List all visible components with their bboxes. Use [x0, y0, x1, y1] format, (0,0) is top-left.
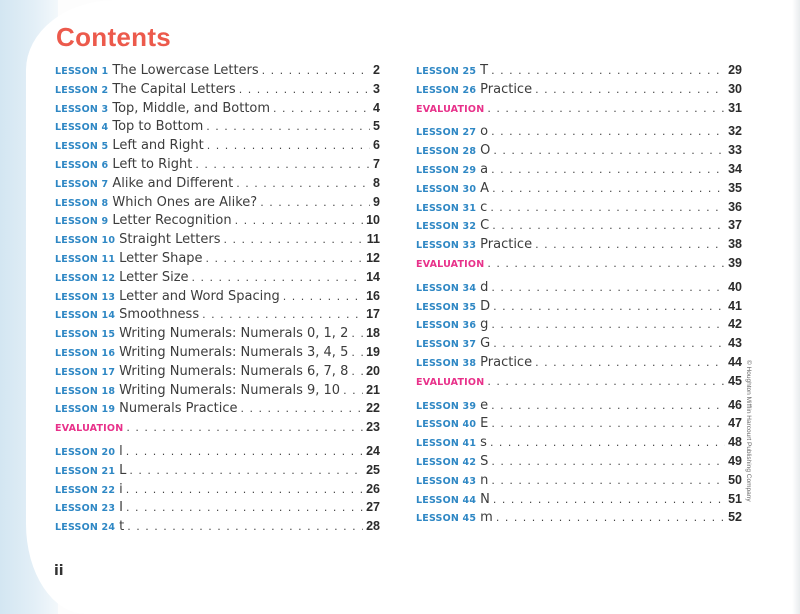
page-number: 18 [366, 326, 380, 341]
dot-leader [493, 300, 725, 314]
dot-leader [535, 83, 725, 97]
lesson-label: LESSON 1 [55, 66, 109, 77]
lesson-entry [416, 218, 742, 237]
lesson-entry [416, 398, 742, 417]
lesson-entry [55, 444, 380, 463]
page-number: 12 [366, 251, 380, 265]
page-number: 44 [728, 355, 742, 369]
lesson-label: LESSON 31 [416, 202, 477, 214]
lesson-entry [416, 416, 742, 435]
lesson-entry [55, 232, 380, 251]
dot-leader [487, 375, 725, 389]
lesson-label: LESSON 18 [55, 385, 116, 397]
dot-leader [491, 318, 725, 332]
lesson-topic: m [480, 510, 493, 526]
lesson-topic: Practice [480, 237, 533, 253]
page-number: 8 [373, 175, 380, 190]
dot-leader [207, 139, 370, 153]
lesson-entry [416, 317, 742, 336]
page-number: 46 [728, 397, 742, 412]
dot-leader [487, 102, 725, 116]
dot-leader [491, 281, 725, 295]
lesson-entry [416, 510, 742, 529]
dot-leader [343, 384, 363, 398]
lesson-topic: a [480, 162, 489, 177]
lesson-label: LESSON 14 [55, 310, 116, 322]
lesson-label: LESSON 16 [55, 348, 116, 359]
lesson-label: LESSON 38 [416, 358, 477, 369]
dot-leader [496, 511, 725, 525]
evaluation-entry [416, 256, 742, 275]
lesson-label: LESSON 41 [416, 438, 477, 450]
lesson-entry [416, 435, 742, 454]
lesson-topic: Numerals Practice [119, 401, 238, 417]
lesson-topic: g [480, 317, 489, 333]
lesson-label: LESSON 5 [55, 141, 109, 153]
lesson-label: LESSON 37 [416, 339, 477, 351]
lesson-topic: Alike and Different [112, 175, 234, 191]
page-number: 47 [728, 416, 742, 431]
lesson-topic: Letter Size [119, 269, 189, 285]
lesson-topic: Straight Letters [119, 232, 221, 248]
dot-leader [491, 474, 725, 488]
page-number: 50 [728, 472, 742, 487]
lesson-label: LESSON 3 [55, 103, 109, 115]
lesson-label: LESSON 13 [55, 291, 116, 303]
dot-leader [273, 102, 370, 116]
dot-leader [236, 177, 370, 191]
dot-leader [239, 83, 370, 97]
lesson-label: LESSON 39 [416, 400, 477, 412]
page-number: 22 [366, 401, 380, 416]
lesson-label: LESSON 26 [416, 84, 477, 96]
page-number: 32 [728, 124, 742, 139]
lesson-label: LESSON 21 [55, 465, 116, 477]
lesson-entry [416, 181, 742, 200]
lesson-topic: Top to Bottom [112, 119, 204, 135]
page-number: 40 [728, 279, 742, 294]
lesson-entry [416, 82, 742, 101]
page-number: 23 [366, 420, 380, 435]
lesson-topic: e [480, 397, 489, 413]
lesson-topic: d [480, 279, 489, 295]
dot-leader [283, 290, 363, 304]
lesson-entry [55, 463, 380, 482]
dot-leader [493, 337, 725, 351]
page-folio: ii [54, 563, 64, 579]
lesson-entry [55, 138, 380, 157]
lesson-entry [55, 401, 380, 420]
dot-leader [262, 64, 370, 78]
lesson-label: LESSON 42 [416, 457, 477, 468]
page-number: 41 [728, 298, 742, 313]
lesson-topic: N [480, 491, 490, 507]
lesson-topic: G [480, 336, 491, 352]
dot-leader [192, 271, 364, 285]
evaluation-entry [416, 101, 742, 120]
lesson-entry [55, 119, 380, 138]
page-number: 4 [373, 100, 380, 115]
lesson-label: LESSON 11 [55, 254, 116, 265]
lesson-entry [416, 454, 742, 473]
page-number: 48 [728, 435, 742, 450]
evaluation-label: EVALUATION [55, 423, 124, 435]
page-number: 49 [728, 454, 742, 468]
page-number: 30 [728, 81, 742, 96]
lesson-label: LESSON 22 [55, 484, 116, 496]
lesson-entry [55, 195, 380, 214]
dot-leader [223, 233, 363, 247]
page-number: 21 [366, 382, 380, 397]
lesson-label: LESSON 9 [55, 216, 109, 228]
lesson-entry [55, 251, 380, 270]
lesson-topic: Letter Shape [119, 251, 203, 266]
page-number: 35 [728, 180, 742, 195]
lesson-label: LESSON 2 [55, 84, 109, 96]
dot-leader [126, 501, 363, 515]
lesson-entry [416, 124, 742, 143]
lesson-label: LESSON 45 [416, 513, 477, 525]
page-number: 3 [373, 81, 380, 96]
page-number: 2 [373, 63, 380, 77]
page-number: 28 [366, 519, 380, 534]
lesson-entry [416, 280, 742, 299]
lesson-entry [416, 162, 742, 181]
lesson-entry [416, 143, 742, 162]
page-number: 34 [728, 162, 742, 176]
evaluation-label: EVALUATION [416, 259, 485, 270]
page-number: 14 [366, 269, 380, 284]
lesson-topic: T [480, 63, 489, 78]
dot-leader [491, 455, 725, 469]
lesson-label: LESSON 35 [416, 301, 477, 313]
lesson-topic: Writing Numerals: Numerals 0, 1, 2 [119, 326, 349, 342]
lesson-entry [416, 200, 742, 219]
lesson-entry [416, 336, 742, 355]
lesson-entry [416, 492, 742, 511]
dot-leader [492, 182, 725, 196]
page-number: 11 [366, 232, 380, 247]
dot-leader [129, 464, 363, 478]
page-number: 31 [728, 100, 742, 115]
evaluation-label: EVALUATION [416, 376, 485, 388]
lesson-entry [55, 157, 380, 176]
lesson-topic: Which Ones are Alike? [112, 194, 258, 210]
lesson-topic: Letter Recognition [112, 213, 232, 229]
lesson-entry [55, 364, 380, 383]
dot-leader [351, 346, 363, 360]
lesson-label: LESSON 24 [55, 522, 116, 534]
lesson-topic: s [480, 435, 487, 451]
page-right-edge [792, 0, 800, 614]
page-number: 16 [366, 288, 380, 303]
lesson-topic: Practice [480, 81, 533, 97]
dot-leader [535, 238, 725, 252]
lesson-entry [55, 482, 380, 501]
dot-leader [260, 196, 370, 210]
dot-leader [202, 308, 363, 322]
lesson-topic: l [119, 444, 123, 459]
lesson-entry [416, 299, 742, 318]
dot-leader [491, 64, 725, 78]
lesson-label: LESSON 20 [55, 447, 116, 458]
dot-leader [195, 158, 370, 172]
page-number: 52 [728, 510, 742, 525]
dot-leader [492, 219, 725, 233]
lesson-entry [55, 101, 380, 120]
page-number: 24 [366, 444, 380, 458]
dot-leader [491, 417, 725, 431]
lesson-topic: The Lowercase Letters [112, 63, 259, 78]
dot-leader [491, 163, 725, 177]
lesson-topic: n [480, 472, 489, 488]
page-number: 45 [728, 373, 742, 388]
dot-leader [487, 257, 725, 271]
dot-leader [491, 125, 725, 139]
lesson-topic: o [480, 124, 489, 140]
lesson-topic: Left and Right [112, 138, 204, 154]
evaluation-entry [55, 420, 380, 439]
lesson-label: LESSON 7 [55, 178, 109, 190]
lesson-label: LESSON 8 [55, 197, 109, 209]
page-number: 36 [728, 199, 742, 214]
lesson-topic: C [480, 218, 490, 234]
copyright-notice: © Houghton Mifflin Harcourt Publishing Company [745, 360, 752, 502]
dot-leader [493, 493, 725, 507]
dot-leader [126, 445, 363, 459]
lesson-entry [416, 63, 742, 82]
page-number: 42 [728, 317, 742, 332]
lesson-entry [55, 326, 380, 345]
lesson-entry [55, 383, 380, 402]
lesson-topic: Practice [480, 355, 533, 370]
lesson-entry [55, 345, 380, 364]
lesson-entry [416, 355, 742, 374]
page-number: 7 [373, 157, 380, 171]
page-number: 38 [728, 237, 742, 252]
lesson-topic: Letter and Word Spacing [119, 288, 280, 304]
lesson-topic: E [480, 416, 489, 432]
page-number: 20 [366, 363, 380, 378]
page-number: 37 [728, 218, 742, 233]
lesson-topic: Writing Numerals: Numerals 9, 10 [119, 382, 341, 398]
lesson-entry [55, 289, 380, 308]
lesson-label: LESSON 17 [55, 366, 116, 378]
lesson-label: LESSON 44 [416, 494, 477, 506]
page-number: 51 [728, 491, 742, 506]
dot-leader [235, 214, 364, 228]
dot-leader [493, 144, 725, 158]
page-number: 19 [366, 345, 380, 359]
lesson-entry [55, 519, 380, 538]
lesson-topic: L [119, 462, 127, 478]
lesson-entry [416, 237, 742, 256]
page-number: 25 [366, 462, 380, 477]
dot-leader [127, 520, 363, 534]
lesson-topic: Writing Numerals: Numerals 6, 7, 8 [119, 363, 349, 379]
lesson-label: LESSON 30 [416, 183, 477, 195]
lesson-topic: S [480, 454, 489, 469]
lesson-label: LESSON 32 [416, 221, 477, 233]
lesson-label: LESSON 4 [55, 122, 109, 134]
page-number: 5 [373, 119, 380, 134]
dot-leader [126, 483, 363, 497]
lesson-entry [55, 500, 380, 519]
lesson-topic: Left to Right [112, 157, 193, 172]
dot-leader [491, 399, 725, 413]
lesson-topic: Writing Numerals: Numerals 3, 4, 5 [119, 345, 349, 360]
dot-leader [126, 421, 363, 435]
page-number: 43 [728, 336, 742, 351]
dot-leader [490, 201, 725, 215]
lesson-label: LESSON 15 [55, 329, 116, 341]
lesson-topic: Smoothness [119, 307, 200, 323]
page-number: 27 [366, 500, 380, 515]
lesson-topic: A [480, 180, 490, 196]
lesson-entry [55, 176, 380, 195]
lesson-label: LESSON 23 [55, 503, 116, 515]
page-title: Contents [56, 22, 172, 52]
lesson-label: LESSON 10 [55, 235, 116, 247]
lesson-entry [55, 213, 380, 232]
lesson-topic: D [480, 298, 491, 314]
lesson-label: LESSON 28 [416, 146, 477, 158]
lesson-entry [55, 270, 380, 289]
lesson-label: LESSON 6 [55, 160, 109, 171]
page-number: 39 [728, 256, 742, 270]
evaluation-label: EVALUATION [416, 103, 485, 115]
dot-leader [206, 120, 370, 134]
lesson-topic: c [480, 199, 488, 215]
lesson-entry [55, 307, 380, 326]
page-number: 26 [366, 481, 380, 496]
lesson-topic: i [119, 481, 123, 497]
evaluation-entry [416, 374, 742, 393]
lesson-label: LESSON 40 [416, 419, 477, 431]
lesson-entry [55, 63, 380, 82]
lesson-topic: O [480, 143, 491, 159]
dot-leader [206, 252, 364, 266]
dot-leader [351, 327, 363, 341]
lesson-label: LESSON 25 [416, 66, 477, 77]
page-number: 33 [728, 143, 742, 158]
lesson-topic: Top, Middle, and Bottom [112, 100, 271, 116]
page-number: 17 [366, 307, 380, 322]
lesson-label: LESSON 33 [416, 240, 477, 252]
lesson-label: LESSON 36 [416, 320, 477, 332]
lesson-label: LESSON 43 [416, 475, 477, 487]
lesson-entry [416, 473, 742, 492]
dot-leader [351, 365, 363, 379]
lesson-topic: The Capital Letters [112, 81, 236, 97]
lesson-topic: t [119, 519, 125, 535]
dot-leader [535, 356, 725, 370]
lesson-label: LESSON 12 [55, 272, 116, 284]
dot-leader [241, 402, 364, 416]
page-number: 29 [728, 63, 742, 77]
lesson-label: LESSON 19 [55, 404, 116, 416]
lesson-label: LESSON 29 [416, 165, 477, 176]
lesson-entry [55, 82, 380, 101]
lesson-topic: I [119, 500, 123, 516]
lesson-label: LESSON 27 [416, 127, 477, 139]
page-number: 10 [366, 213, 380, 228]
page-number: 9 [373, 194, 380, 209]
lesson-label: LESSON 34 [416, 282, 477, 294]
page-number: 6 [373, 138, 380, 153]
dot-leader [490, 436, 725, 450]
